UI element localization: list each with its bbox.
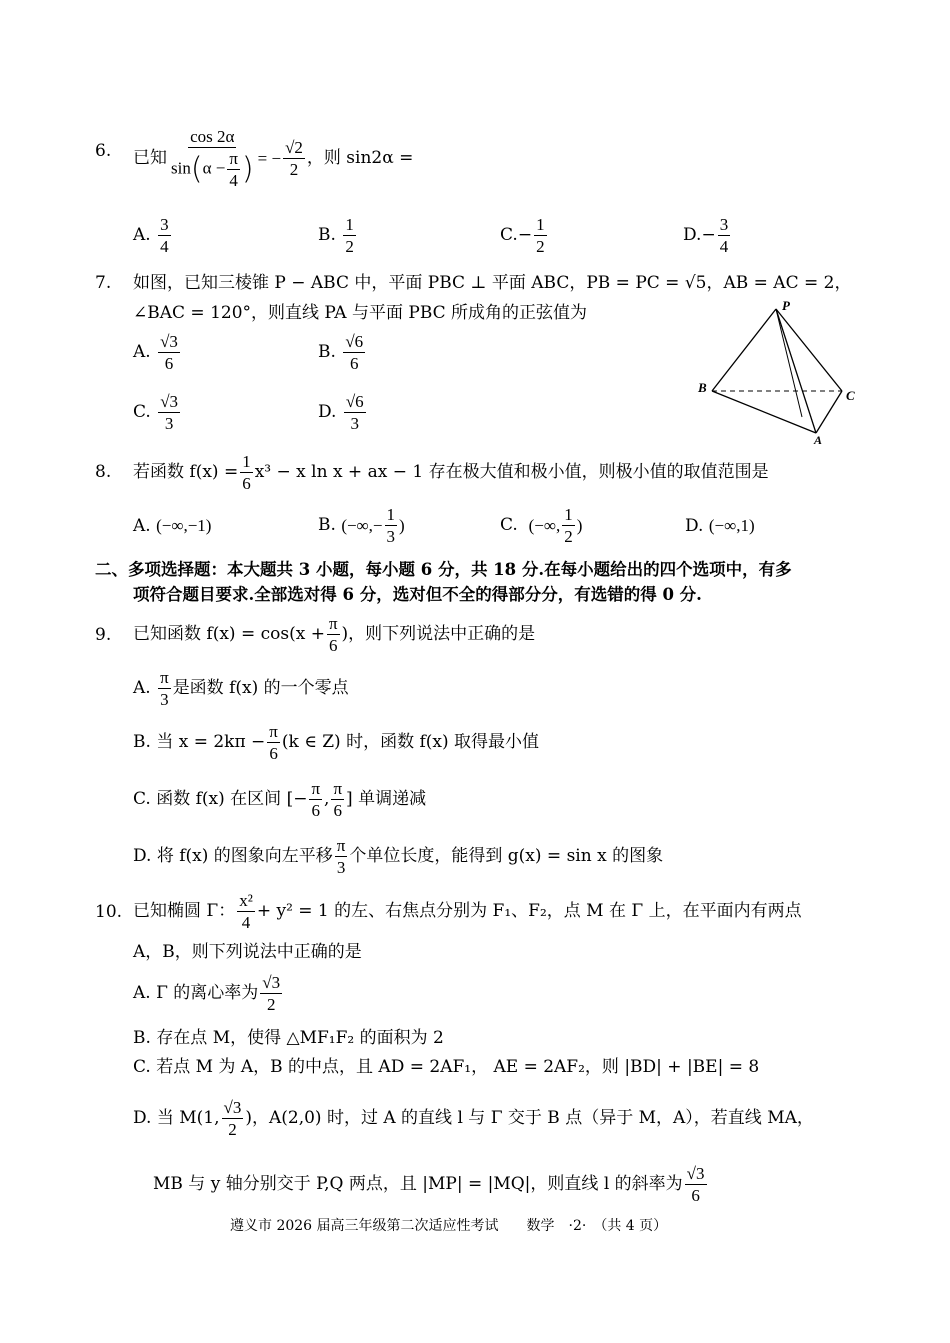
q7-number: 7.	[95, 273, 112, 293]
q7-option-c[interactable]: C. $\frac{√3}{3}$	[133, 392, 179, 433]
page-footer: 遵义市 2026 届高三年级第二次适应性考试 数学 ·2· （共 4 页）	[230, 1218, 668, 1234]
q6-option-a[interactable]: A. $\frac{3}{4}$	[133, 215, 169, 256]
label-a: A	[814, 433, 823, 447]
q9-option-b[interactable]: B. 当 x = 2kπ − $\frac{\pi}{6}$ (k ∈ Z) 时，函数 f(x) 取得最小值	[133, 721, 540, 763]
q10-stem: 已知椭圆 Γ： x² 4 + y² = 1 的左、右焦点分别为 F₁、F₂，点 M 在 Γ 上，在平面内有两点	[133, 890, 802, 932]
q8-stem: 若函数 f(x) = $\frac{1}{6}$ x³ − x ln x + ax − 1 存在极大值和极小值，则极小值的取值范围是	[133, 451, 769, 493]
q10-option-a[interactable]: A. Γ 的离心率为 √3 2	[133, 972, 281, 1014]
tetrahedron-figure	[690, 295, 870, 450]
q8-option-b[interactable]: B. (−∞,− $\frac{1}{3}$ )	[318, 504, 405, 546]
q8-option-a[interactable]: A. (−∞,−1)	[133, 516, 212, 536]
q10-option-d[interactable]: D. 当 M(1, √3 2 )，A(2,0) 时，过 A 的直线 l 与 Γ 交于 B 点（异于 M，A），若直线 MA，	[133, 1097, 814, 1139]
edge-ca	[816, 391, 842, 433]
q10-stem-line2: A，B，则下列说法中正确的是	[133, 942, 362, 962]
q7-option-b[interactable]: B. $\frac{√6}{6}$	[318, 332, 364, 373]
q6-option-b[interactable]: B. $\frac{1}{2}$	[318, 215, 354, 256]
q8-number: 8.	[95, 462, 112, 482]
label-c: C	[846, 388, 855, 403]
label-p: P	[782, 298, 790, 313]
q7-option-d[interactable]: D. $\frac{√6}{3}$	[318, 392, 364, 433]
q9-stem: 已知函数 f(x) = cos(x + $\frac{\pi}{6}$ )，则下列说法中正确的是	[133, 613, 536, 655]
q6-stem: 已知 cos 2α sin(α − $\frac{\pi}{4}$ ) = − $\frac{√2}{2}$ ，则 sin2α =	[133, 126, 414, 190]
q6-main-fraction: cos 2α sin(α − $\frac{\pi}{4}$ )	[171, 126, 254, 190]
q10-option-d-line2: MB 与 y 轴分别交于 P,Q 两点，且 |MP| = |MQ|，则直线 l 的斜率为 √3 6	[153, 1163, 705, 1205]
q6-number: 6.	[95, 141, 112, 161]
q7-option-a[interactable]: A. $\frac{√3}{6}$	[133, 332, 178, 373]
q8-option-d[interactable]: D. (−∞,1)	[685, 516, 755, 536]
q9-option-c[interactable]: C. 函数 f(x) 在区间 [− $\frac{\pi}{6}$ , π 6 ] 单调递减	[133, 778, 427, 820]
section2-heading-line1: 二、多项选择题：本大题共 3 小题，每小题 6 分，共 18 分.在每小题给出的四个选项中，有多	[95, 560, 792, 579]
label-b: B	[698, 380, 707, 395]
q9-option-d[interactable]: D. 将 f(x) 的图象向左平移 π 3 个单位长度，能得到 g(x) = sin x 的图象	[133, 835, 664, 877]
q9-option-a[interactable]: A. π 3 是函数 f(x) 的一个零点	[133, 667, 349, 709]
q6-option-d[interactable]: D.− $\frac{3}{4}$	[683, 215, 729, 256]
q7-stem-line1: 如图，已知三棱锥 P − ABC 中，平面 PBC ⊥ 平面 ABC，PB = PC = √5，AB = AC = 2，	[133, 273, 852, 293]
q10-option-b[interactable]: B. 存在点 M，使得 △MF₁F₂ 的面积为 2	[133, 1028, 444, 1048]
q10-option-c[interactable]: C. 若点 M 为 A，B 的中点，且 AD = 2AF₁， AE = 2AF₂，则 |BD| + |BE| = 8	[133, 1057, 760, 1077]
edge-pa	[776, 309, 816, 433]
q6-option-c[interactable]: C.− $\frac{1}{2}$	[500, 215, 545, 256]
q9-number: 9.	[95, 625, 112, 645]
edge-pb	[712, 309, 776, 391]
q8-option-c[interactable]: C. (−∞, 1 2 )	[500, 504, 583, 546]
q10-number: 10.	[95, 902, 123, 922]
section2-heading-line2: 项符合题目要求.全部选对得 6 分，选对但不全的得部分分，有选错的得 0 分.	[133, 585, 702, 604]
q7-stem-line2: ∠BAC = 120°，则直线 PA 与平面 PBC 所成角的正弦值为	[133, 303, 588, 323]
